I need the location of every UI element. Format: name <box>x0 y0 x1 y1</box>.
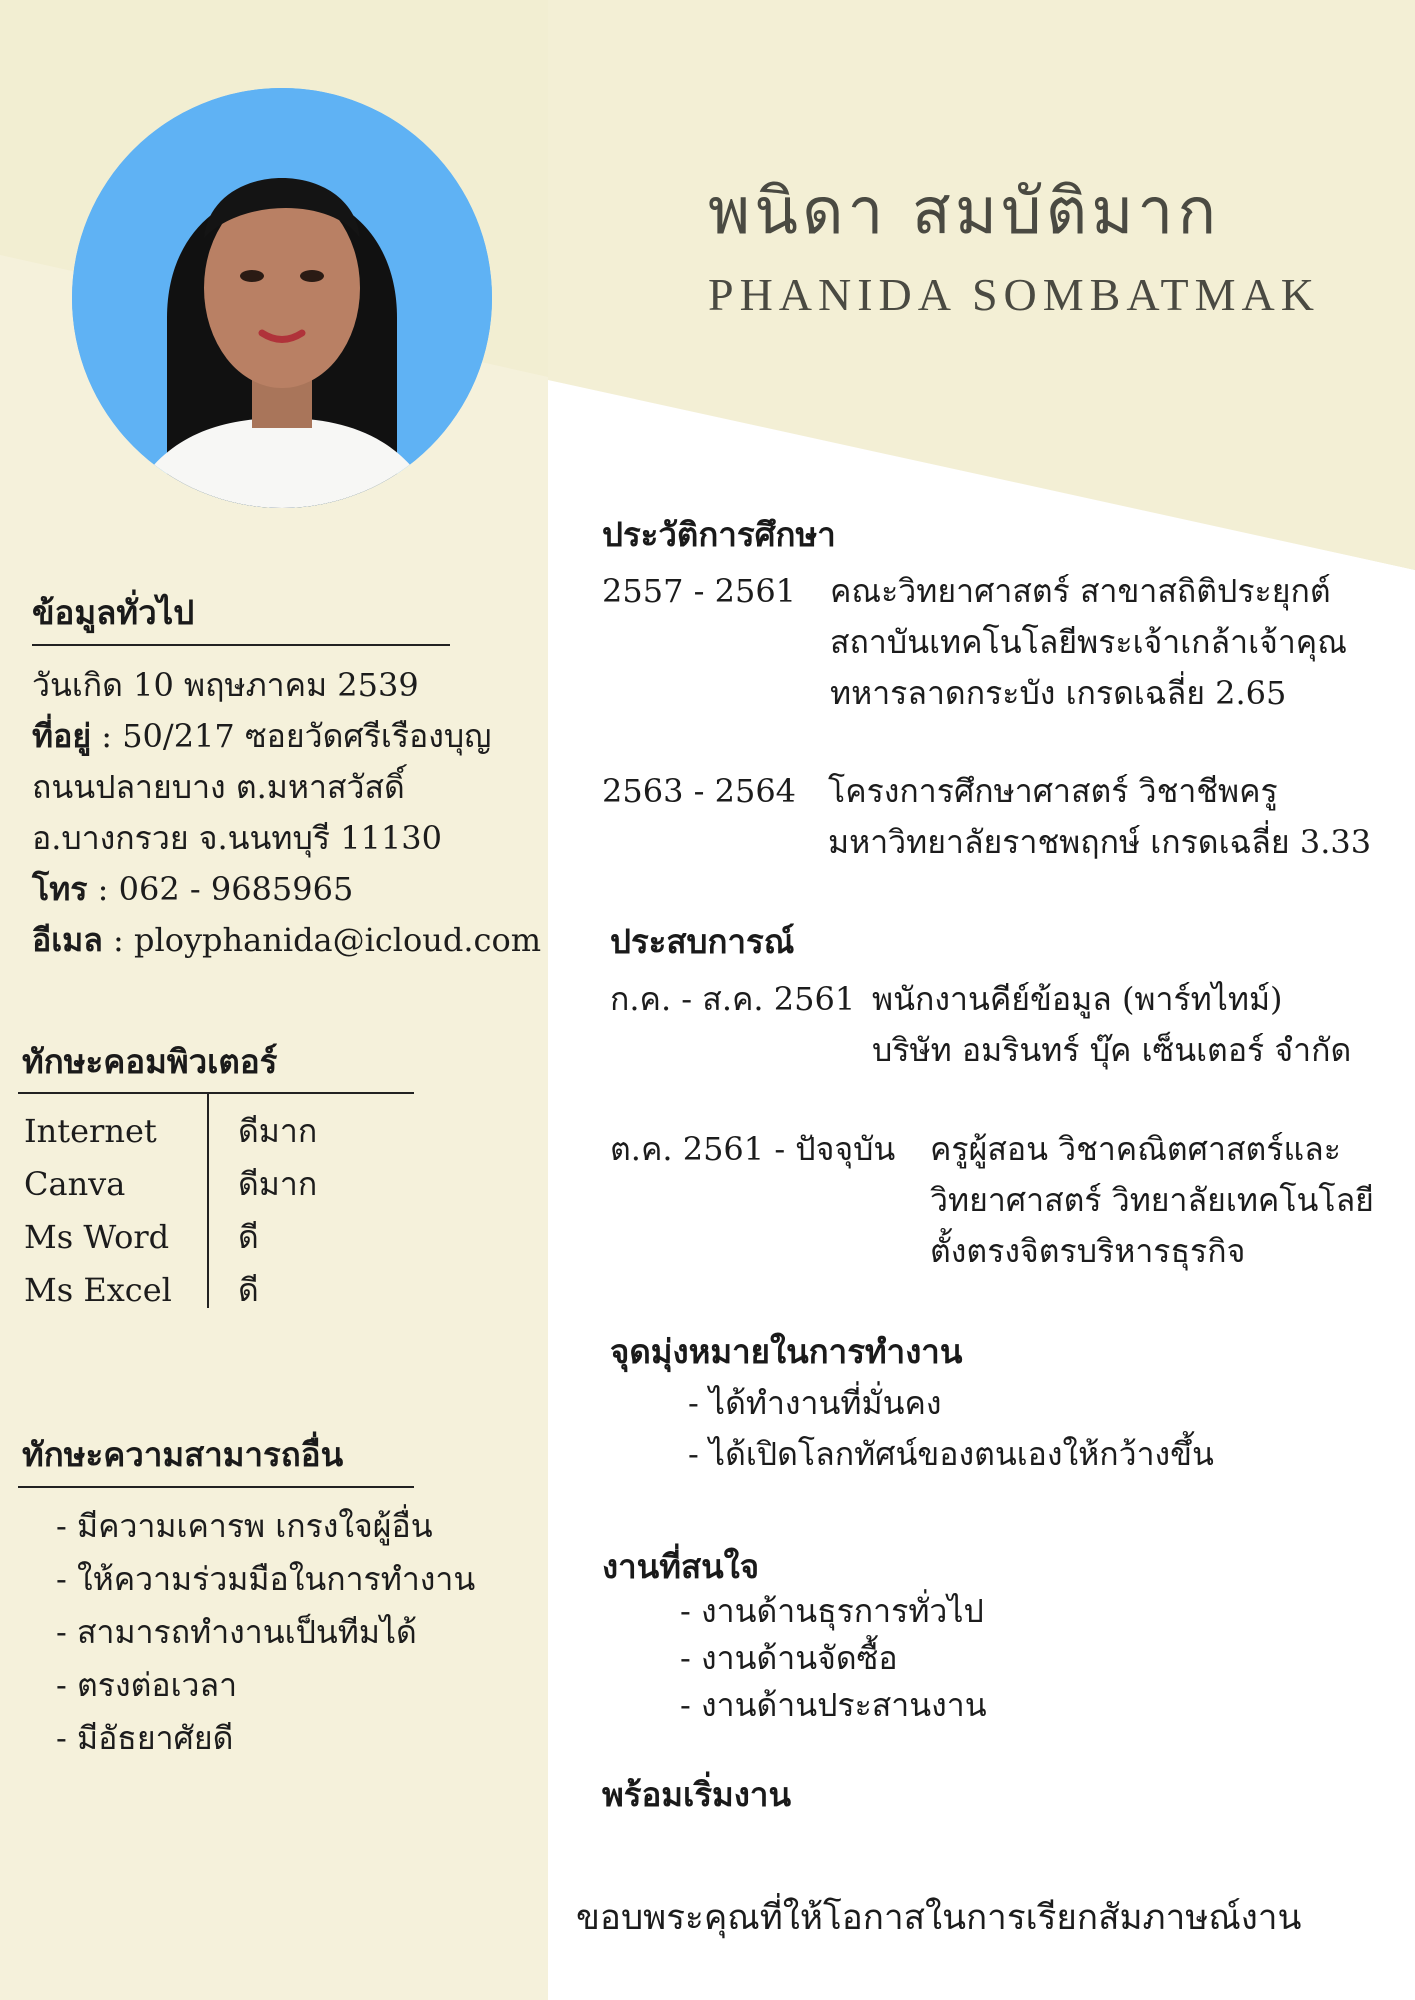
name-english: PHANIDA SOMBATMAK <box>708 269 1320 320</box>
ready-heading: พร้อมเริ่มงาน <box>602 1775 792 1814</box>
phone-line: โทร : 062 - 9685965 <box>32 870 354 908</box>
name-thai: พนิดา สมบัติมาก <box>708 175 1221 249</box>
phone-label: โทร <box>32 870 88 908</box>
list-item: - ได้เปิดโลกทัศน์ของตนเองให้กว้างขึ้น <box>688 1435 1214 1473</box>
experience-heading: ประสบการณ์ <box>610 922 795 961</box>
list-item: - ให้ความร่วมมือในการทำงาน <box>56 1560 476 1598</box>
general-info-divider <box>32 644 450 646</box>
skill-level: ดีมาก <box>238 1165 318 1203</box>
experience-period: ก.ค. - ส.ค. 2561 <box>610 980 856 1018</box>
skill-level: ดี <box>238 1218 259 1256</box>
experience-entry: ครูผู้สอน วิชาคณิตศาสตร์และ วิทยาศาสตร์ วิทยาลัยเทคโนโลยี ตั้งตรงจิตรบริหารธุรกิจ <box>930 1130 1374 1270</box>
experience-period: ต.ค. 2561 - ปัจจุบัน <box>610 1130 896 1168</box>
list-item: - ตรงต่อเวลา <box>56 1666 238 1704</box>
skill-level: ดีมาก <box>238 1112 318 1150</box>
profile-photo <box>72 88 492 508</box>
other-skills-list <box>56 1500 475 1765</box>
address-line1: ที่อยู่ : 50/217 ซอยวัดศรีเรืองบุญ <box>32 717 492 755</box>
interests-list <box>680 1588 987 1729</box>
general-info-heading: ข้อมูลทั่วไป <box>32 593 195 632</box>
career-goal-heading: จุดมุ่งหมายในการทำงาน <box>610 1332 963 1371</box>
interests-heading: งานที่สนใจ <box>602 1547 760 1586</box>
other-skills-divider <box>18 1486 414 1488</box>
education-entry: โครงการศึกษาศาสตร์ วิชาชีพครู มหาวิทยาลัยราชพฤกษ์ เกรดเฉลี่ย 3.33 <box>828 772 1372 861</box>
general-info-block <box>32 660 541 966</box>
computer-skills-column-divider <box>207 1094 209 1308</box>
list-item: - งานด้านจัดซื้อ <box>680 1639 898 1677</box>
list-item: - มีความเคารพ เกรงใจผู้อื่น <box>56 1507 433 1545</box>
email-line: อีเมล : ployphanida@icloud.com <box>32 921 542 959</box>
list-item: - ได้ทำงานที่มั่นคง <box>688 1384 942 1422</box>
skill-level: ดี <box>238 1271 259 1309</box>
address-line2: ถนนปลายบาง ต.มหาสวัสดิ์ <box>32 768 405 806</box>
other-skills-heading: ทักษะความสามารถอื่น <box>22 1435 344 1474</box>
education-entry: คณะวิทยาศาสตร์ สาขาสถิติประยุกต์ สถาบันเทคโนโลยีพระเจ้าเกล้าเจ้าคุณ ทหารลาดกระบัง เกรดเฉลี่ย 2.65 <box>830 572 1347 712</box>
list-item: - มีอัธยาศัยดี <box>56 1719 234 1757</box>
email-label: อีเมล <box>32 921 103 959</box>
address-line3: อ.บางกรวย จ.นนทบุรี 11130 <box>32 819 442 857</box>
education-heading: ประวัติการศึกษา <box>602 515 836 554</box>
experience-entry: พนักงานคีย์ข้อมูล (พาร์ทไทม์) บริษัท อมรินทร์ บุ๊ค เซ็นเตอร์ จำกัด <box>872 980 1352 1069</box>
career-goal-list <box>688 1378 1214 1480</box>
computer-skills-heading: ทักษะคอมพิวเตอร์ <box>22 1042 278 1081</box>
computer-skills-divider <box>18 1092 414 1094</box>
address-label: ที่อยู่ <box>32 717 92 755</box>
skill-name: Ms Word <box>24 1218 170 1256</box>
birthdate: วันเกิด 10 พฤษภาคม 2539 <box>32 666 419 704</box>
education-years: 2557 - 2561 <box>602 572 797 610</box>
list-item: - งานด้านธุรการทั่วไป <box>680 1592 984 1630</box>
skill-name: Internet <box>24 1112 157 1150</box>
education-years: 2563 - 2564 <box>602 772 797 810</box>
closing-text: ขอบพระคุณที่ให้โอกาสในการเรียกสัมภาษณ์งาน <box>576 1898 1302 1938</box>
list-item: - สามารถทำงานเป็นทีมได้ <box>56 1613 417 1651</box>
list-item: - งานด้านประสานงาน <box>680 1686 987 1724</box>
skill-name: Ms Excel <box>24 1271 172 1309</box>
skill-name: Canva <box>24 1165 126 1203</box>
